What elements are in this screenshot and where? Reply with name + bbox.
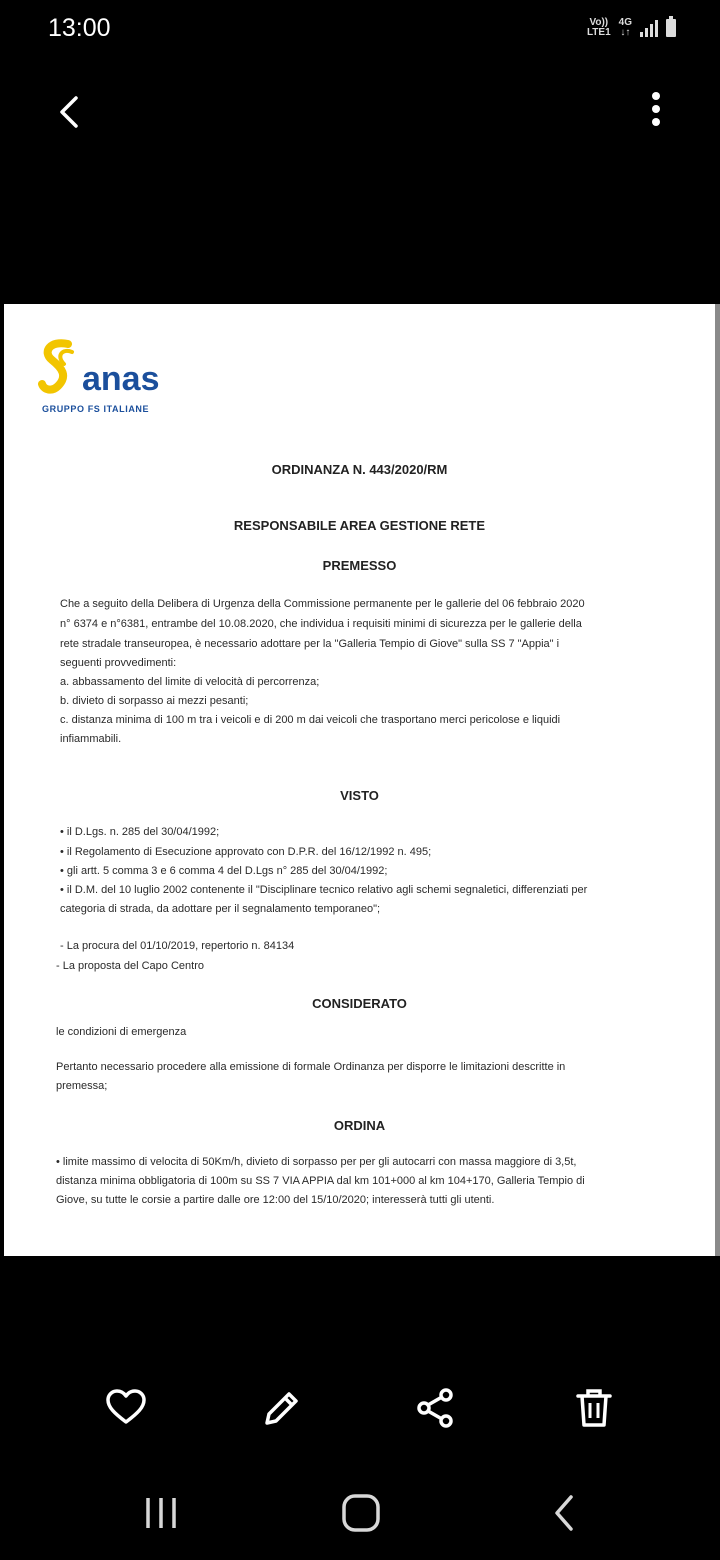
visto-item: • il D.Lgs. n. 285 del 30/04/1992; xyxy=(60,826,220,838)
volte-indicator: Vo)) LTE1 xyxy=(586,17,611,38)
status-time: 13:00 xyxy=(48,14,111,42)
share-icon xyxy=(414,1386,458,1430)
heart-icon xyxy=(104,1386,148,1430)
premesso-line: rete stradale transeuropea, è necessario adottare per la "Galleria Tempio di Giove" sulla SS 7 "Appia" i xyxy=(60,638,560,650)
ordina-line: distanza minima obbligatoria di 100m su SS 7 VIA APPIA dal km 101+000 al km 104+170, Galleria Tempio di xyxy=(56,1175,585,1187)
home-button[interactable] xyxy=(336,1488,386,1538)
status-icons xyxy=(587,18,676,38)
share-button[interactable] xyxy=(414,1386,458,1430)
favorite-button[interactable] xyxy=(104,1386,148,1430)
pertanto-line: Pertanto necessario procedere alla emissione di formale Ordinanza per disporre le limitazioni descritte in xyxy=(56,1061,566,1073)
premesso-line: b. divieto di sorpasso ai mezzi pesanti; xyxy=(60,695,249,707)
logo-name: anas xyxy=(82,360,160,398)
network-indicator: 4G ↓↑ xyxy=(618,17,632,38)
pencil-icon xyxy=(260,1386,304,1430)
premesso-line: c. distanza minima di 100 m tra i veicoli e di 200 m dai veicoli che trasportano merci pericolose e liquidi xyxy=(60,714,561,726)
viewer-toolbar xyxy=(0,60,720,170)
home-icon xyxy=(336,1488,386,1538)
premesso-line: seguenti provvedimenti: xyxy=(60,657,177,669)
nav-back-button[interactable] xyxy=(540,1488,590,1538)
action-bar xyxy=(0,1370,720,1450)
logo-subtitle: GRUPPO FS ITALIANE xyxy=(42,404,150,414)
recents-icon xyxy=(136,1488,186,1538)
trash-icon xyxy=(572,1386,616,1430)
back-button[interactable] xyxy=(48,90,92,134)
visto-heading: VISTO xyxy=(340,788,379,803)
battery-icon xyxy=(666,19,676,37)
visto-item: categoria di strada, da adottare per il segnalamento temporaneo"; xyxy=(60,903,381,915)
premesso-line: Che a seguito della Delibera di Urgenza della Commissione permanente per le gallerie del 06 febbraio 2020 xyxy=(60,598,585,610)
anas-logo-mark xyxy=(38,338,82,398)
premesso-line: n° 6374 e n°6381, entrambe del 10.08.2020, che individua i requisiti minimi di sicurezza per le gallerie della xyxy=(60,618,582,630)
considerato-heading: CONSIDERATO xyxy=(312,996,407,1011)
chevron-left-icon xyxy=(48,90,92,134)
more-options-button[interactable] xyxy=(634,90,678,134)
pertanto-line: premessa; xyxy=(56,1080,108,1092)
signal-icon xyxy=(640,19,658,37)
system-nav-bar xyxy=(0,1470,720,1560)
visto-item: • gli artt. 5 comma 3 e 6 comma 4 del D.Lgs n° 285 del 30/04/1992; xyxy=(60,865,388,877)
back-icon xyxy=(540,1488,590,1538)
recents-button[interactable] xyxy=(136,1488,186,1538)
proposta-line: - La proposta del Capo Centro xyxy=(56,960,204,972)
ordina-line: Giove, su tutte le corsie a partire dalle ore 12:00 del 15/10/2020; interesserà tutti gli utenti. xyxy=(56,1194,495,1206)
considerato-text: le condizioni di emergenza xyxy=(56,1026,187,1038)
premesso-heading: PREMESSO xyxy=(322,558,397,573)
document-edge xyxy=(715,304,720,1256)
edit-button[interactable] xyxy=(260,1386,304,1430)
ordina-line: • limite massimo di velocita di 50Km/h, divieto di sorpasso per per gli autocarri con massa maggiore di 3,5t, xyxy=(56,1156,577,1168)
procura-line: - La procura del 01/10/2019, repertorio n. 84134 xyxy=(60,940,295,952)
premesso-line: infiammabili. xyxy=(60,733,122,745)
visto-item: • il Regolamento di Esecuzione approvato con D.P.R. del 16/12/1992 n. 495; xyxy=(60,846,432,858)
delete-button[interactable] xyxy=(572,1386,616,1430)
more-vert-icon xyxy=(634,90,678,134)
ordina-heading: ORDINA xyxy=(333,1118,386,1133)
anas-logo xyxy=(38,338,218,418)
status-bar xyxy=(0,0,720,60)
office-title: RESPONSABILE AREA GESTIONE RETE xyxy=(233,518,486,533)
premesso-line: a. abbassamento del limite di velocità di percorrenza; xyxy=(60,676,320,688)
ordinance-title: ORDINANZA N. 443/2020/RM xyxy=(271,462,448,477)
visto-item: • il D.M. del 10 luglio 2002 contenente il "Disciplinare tecnico relativo agli schemi segnaletici, differenziati per xyxy=(60,884,588,896)
document-image[interactable] xyxy=(4,304,715,1256)
